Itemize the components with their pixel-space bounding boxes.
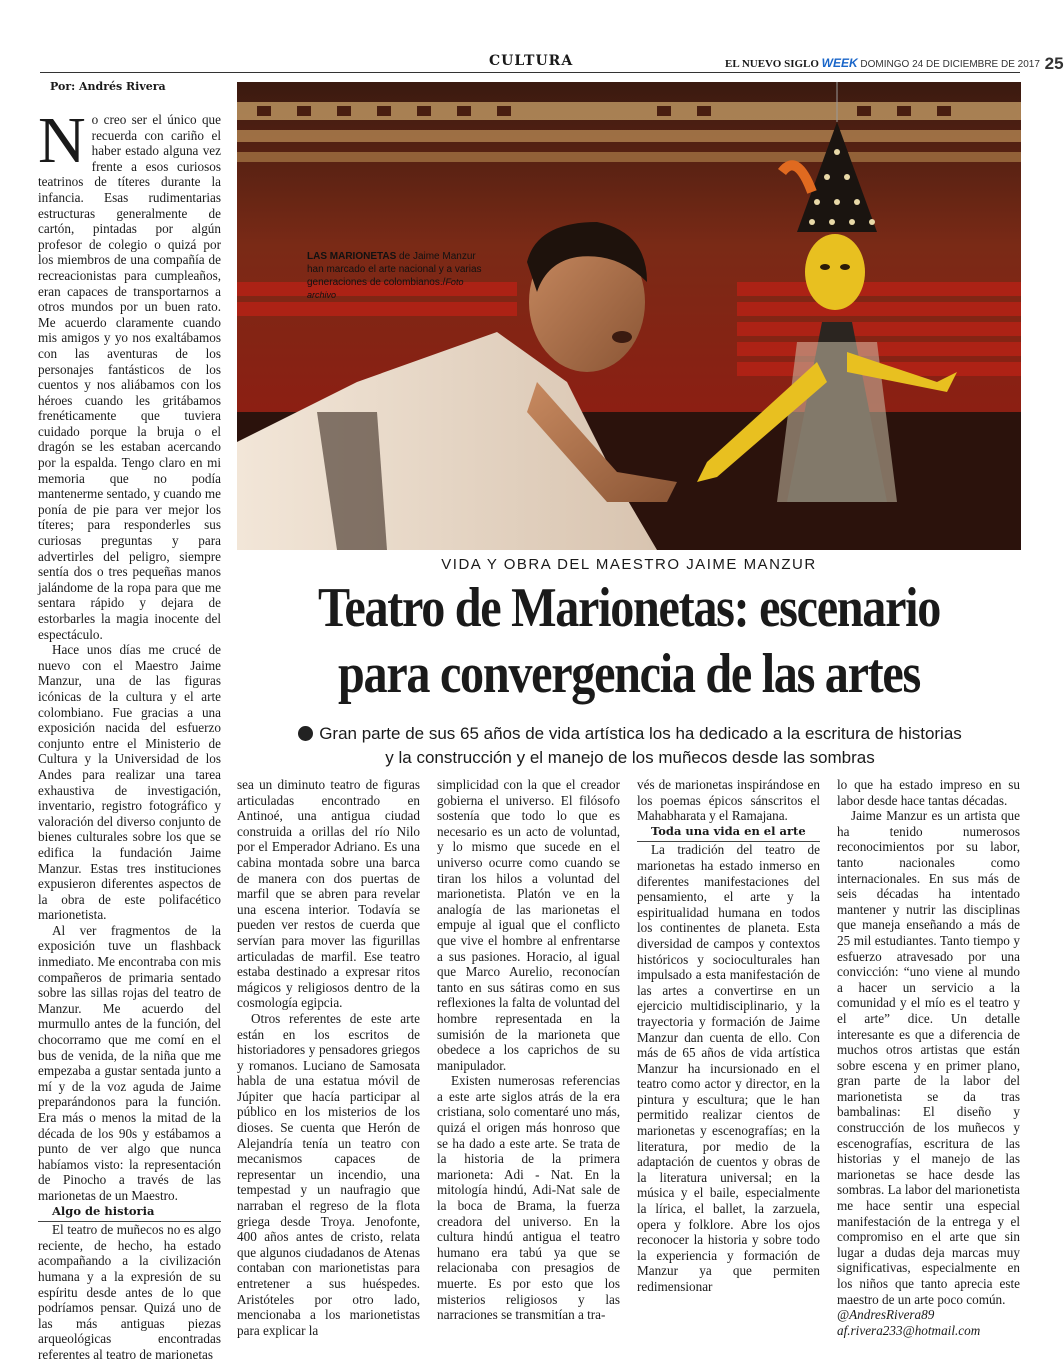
column-2 [237,777,420,1338]
headline [292,575,966,707]
paragraph: simplicidad con la que el creador gobierna el universo. El filósofo sostenía que todo lo que es necesario es un acto de voluntad, y lo mismo que sucede en el universo ocurre como cuando se tiran los hilos a voluntad del marionetista. Platón ve en la analogía de las marionetas el empuje al igual que el conflicto que vive el hombre al enfrentarse a sus pasiones. Horacio, al igual que Marco Aurelio, reconocían tanto en sus sátiras como en sus reflexiones la falta de voluntad del hombre representada en la sumisión de la marioneta que obedece a los caprichos de su manipulador. [437,777,620,1073]
hero-photo [237,82,1021,550]
paragraph: Existen numerosas referencias a este arte siglos atrás de la era cristiana, solo comentaré uno más, quizá el origen más honroso que se ha dado a este arte. Se trata de la historia de la primera marioneta: Adi - Nat. En la mitología hindú, Adi-Nat sale de la boca de Brama, la fuerza creadora del universo. En la cultura hindú antigua el teatro humano era tabú ya que se relacionaba con presagios de muerte. Es por esto que los misterios religiosos y las narraciones se transmitían a tra- [437,1073,620,1323]
column-3 [437,777,620,1323]
subhead-line-2: y la construcción y el manejo de los muñecos desde las sombras [385,748,875,767]
caption-credit: Foto archivo [307,277,464,300]
bullet-icon [298,726,313,741]
subsection-heading: Algo de historia [38,1204,221,1223]
subsection-heading: Toda una vida en el arte [637,824,820,843]
headline-line-2: para convergencia de las artes [338,643,920,705]
section-label: CULTURA [489,53,574,69]
subheadline [270,722,990,770]
paragraph: Hace unos días me crucé de nuevo con el Maestro Jaime Manzur, una de las figuras icónicas de la cultura y el arte colombiano. Fue gracias a una exposición nacida del esfuerzo conjunto entre el Ministerio de Cultura y la Universidad de los Andes para realizar una tarea exhaustiva de investigación, inventario, registro fotográfico y valoración del diverso conjunto de bienes culturales sobre los que se edifica la fundación Jaime Manzur. Estas tres instituciones expusieron diferentes aspectos de la obra de este polifacético marionetista. [38,642,221,923]
paragraph: vés de marionetas inspirándose en los poemas épicos sánscritos el Mahabharata y el Ramajana. [637,777,820,824]
masthead [725,54,1064,74]
column-5 [837,777,1020,1338]
headline-line-1: Teatro de Marionetas: escenario [317,577,941,639]
paragraph [38,104,221,642]
author-twitter: @AndresRivera89 [837,1307,935,1323]
caption-lead: LAS MARIONETAS [307,251,397,262]
paragraph: Jaime Manzur es un artista que ha tenido numerosos reconocimientos por su labor, tanto nacionales como internacionales. En sus más de seis décadas ha intentado mantener y nutrir las disciplinas que maneja enseñando a más de 25 mil estudiantes. Tanto tiempo y esfuerzo atravesado por una convicción: “uno viene al mundo a hacer un servicio a la comunidad y el mío es el teatro y el arte” dice. Un detalle interesante es que a diferencia de muchos otros artistas que están sobre escena y en primer plano, gran parte de la labor del marionetista se da tras bambalinas: El diseño y construcción de los muñecos y escenografías, escritura de las historias y el manejo de las marionetas se hace desde las sombras. La labor del marionetista me hace sentir una especial manifestación de la entrega y el compromiso en el arte que sin lugar a dudas deja marcas muy significativas, especialmente en los niños que tanto aprecia este maestro de un arte poco común. [837,808,1020,1307]
paragraph: La tradición del teatro de marionetas ha estado inmerso en diferentes manifestaciones del pensamiento, el arte y la espiritualidad humana en todos los continentes de planeta. Esta diversidad de campos y contextos históricos y socioculturales han impulsado a esta manifestación de las artes a convertirse en un ejercicio multidisciplinario, y la trayectoria y formación de Jaime Manzur dan cuenta de ello. Con más de 65 años de vida artística Manzur ha incursionado en el teatro como actor y director, en la pintura y escultura; que le han permitido realizar cientos de marionetas y escenografías; en la literatura, por medio de la adaptación de cuentos y obras de la literatura universal; en la música y el baile, especialmente la lírica, el ballet, la zarzuela, opera y folklore. Abre los ojos reconocer la historia y sobre todo la experiencia y formación de Manzur ya que permiten redimensionar [637,842,820,1294]
column-1 [38,104,221,1362]
hero-photo-illustration [237,82,1021,550]
paragraph: Otros referentes de este arte están en los escritos de historiadores y pensadores griegos y romanos. Luciano de Samosata habla de una estatua móvil de Júpiter que hacía participar al público en los misterios de los dioses. Se cuenta que Herón de Alejandría tenía un teatro con mecanismos capaces de representar un incendio, una tempestad y un naufragio que narraban el regreso de la flota griega desde Troya. Jenofonte, 400 años antes de cristo, relata que algunos ciudadanos de Atenas contaban con marionetistas para entretener a sus huéspedes. Aristóteles por otro lado, mencionaba a los marionetistas para explicar la [237,1010,420,1338]
kicker: VIDA Y OBRA DEL MAESTRO JAIME MANZUR [441,556,817,573]
byline: Por: Andrés Rivera [50,80,166,93]
column-4 [637,777,820,1295]
caption-text: de Jaime Manzur han marcado el arte nacional y a varias generaciones de colombianos./ [307,251,482,288]
newspaper-name: EL NUEVO SIGLO [725,58,819,70]
photo-caption [307,250,487,302]
subhead-line-1: Gran parte de sus 65 años de vida artística los ha dedicado a la escritura de historias [319,724,962,743]
paragraph: sea un diminuto teatro de figuras articuladas encontrado en Antinoé, una antigua ciudad construida a orillas del río Nilo por el Emperador Adriano. Es una cabina montada sobre una barca de manera con dos puertas de marfil que se abren para revelar una escena interior. Todavía se pueden ver restos de cuerda que servían para mover las figurillas articuladas de marfil. Ese teatro estaba destinado a expresar ritos mágicos y religiosos dentro de la cosmología egipcia. [237,777,420,1011]
paragraph: lo que ha estado impreso en su labor desde hace tantas décadas. [837,777,1020,808]
paragraph-text: o creo ser el único que recuerda con cariño el haber estado alguna vez frente a esos curiosos teatrinos de títeres durante la infancia. Esas rudimentarias estructuras generalmente de cartón, pintadas por algún profesor de colegio o quizá por los miembros de una compañía de recreacionistas para cumpleaños, eran capaces de transportarnos a otros mundos por un buen rato. Me acuerdo claramente cuando mis amigos y yo nos exaltábamos con las aventuras de los personajes fantásticos de los cuentos y nos aliábamos con los héroes cuando les gritábamos frenéticamente que tuviera cuidado porque la bruja o el dragón se les estaban acercando por la espalda. Tengo claro en mi memoria que no podía mantenerme sentado, y cuando me ponía de pie para ver mejor los títeres; para responderles sus curiosas preguntas y para advertirles del peligro, siempre sentía dos o tres pequeñas manos jalándome de la ropa para que me sentara rápido y dejara de estorbarles la magia inocente del espectáculo. [38,112,221,642]
issue-date: DOMINGO 24 DE DICIEMBRE DE 2017 [860,59,1040,70]
page-number: 25 [1044,54,1064,73]
author-email: af.rivera233@hotmail.com [837,1322,981,1338]
dropcap: N [38,104,86,177]
paragraph: El teatro de muñecos no es algo reciente, de hecho, ha estado acompañando a la civilización humana y a la expresión de su espíritu desde antes de lo que podríamos pensar. Quizá uno de las más antiguas piezas arqueológicas encontradas referentes al teatro de marionetas [38,1222,221,1362]
paragraph: Al ver fragmentos de la exposición tuve un flashback inmediato. Me encontraba con mis compañeros de primaria sentado sobre las sillas rojas del teatro de Manzur. Me acuerdo del murmullo antes de la función, del chocorramo que me comí en el bus de venida, de la niña que me empezaba a gustar sentada junto a mí y de la voz aguda de Jaime preparándonos para la función. Era más o menos la mitad de la década de los 90s y estábamos a punto de ver algo que nunca habíamos visto: la representación de Pinocho a través de las marionetas de un Maestro. [38,922,221,1203]
header-rule [40,72,1020,73]
supplement-name: WEEK [821,56,858,70]
